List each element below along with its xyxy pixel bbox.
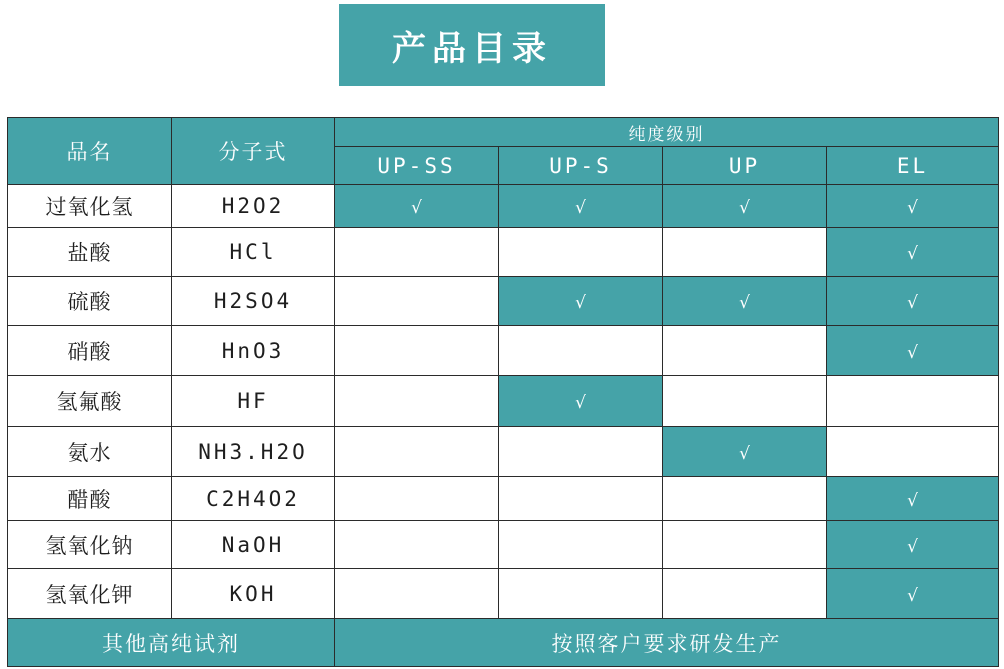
grade-empty-cell (335, 326, 499, 376)
grade-available-cell (827, 477, 999, 521)
check-mark-icon: √ (907, 536, 918, 557)
product-name-cell: 氨水 (8, 427, 172, 477)
grade-empty-cell (663, 569, 827, 619)
grade-available-cell (827, 569, 999, 619)
footer-other-reagents: 其他高纯试剂 (8, 619, 335, 667)
grade-available-cell (827, 521, 999, 569)
grade-available-cell (499, 185, 663, 228)
table-row (8, 569, 999, 619)
product-name-cell: 氢氧化钠 (8, 521, 172, 569)
check-mark-icon: √ (907, 342, 918, 363)
grade-empty-cell (663, 228, 827, 277)
grade-available-cell (499, 376, 663, 427)
header-grade-up-ss: UP-SS (335, 147, 499, 185)
header-grade-up-s: UP-S (499, 147, 663, 185)
footer-row (8, 619, 999, 667)
check-mark-icon: √ (907, 585, 918, 606)
grade-empty-cell (335, 569, 499, 619)
check-mark-icon: √ (907, 198, 918, 218)
grade-empty-cell (335, 277, 499, 326)
grade-empty-cell (335, 477, 499, 521)
grade-empty-cell (335, 376, 499, 427)
product-name-cell: 氢氟酸 (8, 376, 172, 427)
check-mark-icon: √ (575, 198, 586, 218)
grade-empty-cell (499, 228, 663, 277)
check-mark-icon: √ (575, 393, 586, 413)
grade-empty-cell (499, 569, 663, 619)
formula-cell: HCl (172, 228, 335, 277)
grade-empty-cell (499, 521, 663, 569)
table-row (8, 376, 999, 427)
title-banner (339, 4, 605, 86)
product-name-cell: 硝酸 (8, 326, 172, 376)
grade-empty-cell (335, 427, 499, 477)
check-mark-icon: √ (575, 293, 586, 313)
check-mark-icon: √ (907, 490, 918, 511)
grade-available-cell (663, 277, 827, 326)
formula-cell: HnO3 (172, 326, 335, 376)
grade-empty-cell (499, 427, 663, 477)
table-row (8, 185, 999, 228)
table-row (8, 427, 999, 477)
grade-available-cell (827, 228, 999, 277)
check-mark-icon: √ (907, 244, 918, 264)
table-row (8, 326, 999, 376)
check-mark-icon: √ (739, 293, 750, 313)
product-name-cell: 醋酸 (8, 477, 172, 521)
table-row (8, 277, 999, 326)
grade-available-cell (499, 277, 663, 326)
check-mark-icon: √ (907, 293, 918, 313)
grade-empty-cell (663, 326, 827, 376)
product-name-cell: 氢氧化钾 (8, 569, 172, 619)
product-name-cell: 硫酸 (8, 277, 172, 326)
grade-empty-cell (335, 521, 499, 569)
check-mark-icon: √ (739, 443, 750, 464)
formula-cell: NaOH (172, 521, 335, 569)
header-formula: 分子式 (172, 118, 335, 185)
product-catalog-table (7, 117, 999, 667)
table-row (8, 521, 999, 569)
table-row (8, 477, 999, 521)
grade-available-cell (663, 185, 827, 228)
check-mark-icon: √ (411, 198, 422, 218)
grade-available-cell (827, 326, 999, 376)
grade-empty-cell (827, 376, 999, 427)
product-name-cell: 过氧化氢 (8, 185, 172, 228)
table-row (8, 228, 999, 277)
footer-custom-note: 按照客户要求研发生产 (335, 619, 999, 667)
header-grade-el: EL (827, 147, 999, 185)
grade-empty-cell (827, 427, 999, 477)
grade-available-cell (827, 277, 999, 326)
product-name-cell: 盐酸 (8, 228, 172, 277)
formula-cell: H2O2 (172, 185, 335, 228)
check-mark-icon: √ (739, 198, 750, 218)
grade-empty-cell (663, 521, 827, 569)
header-name: 品名 (8, 118, 172, 185)
grade-empty-cell (499, 326, 663, 376)
grade-empty-cell (499, 477, 663, 521)
formula-cell: KOH (172, 569, 335, 619)
formula-cell: HF (172, 376, 335, 427)
grade-available-cell (827, 185, 999, 228)
formula-cell: H2SO4 (172, 277, 335, 326)
header-grade-up: UP (663, 147, 827, 185)
grade-empty-cell (663, 376, 827, 427)
formula-cell: NH3.H2O (172, 427, 335, 477)
grade-available-cell (335, 185, 499, 228)
grade-empty-cell (663, 477, 827, 521)
grade-empty-cell (335, 228, 499, 277)
grade-available-cell (663, 427, 827, 477)
page-title: 产品目录 (392, 28, 552, 69)
formula-cell: C2H4O2 (172, 477, 335, 521)
header-purity-grade: 纯度级别 (335, 118, 999, 147)
